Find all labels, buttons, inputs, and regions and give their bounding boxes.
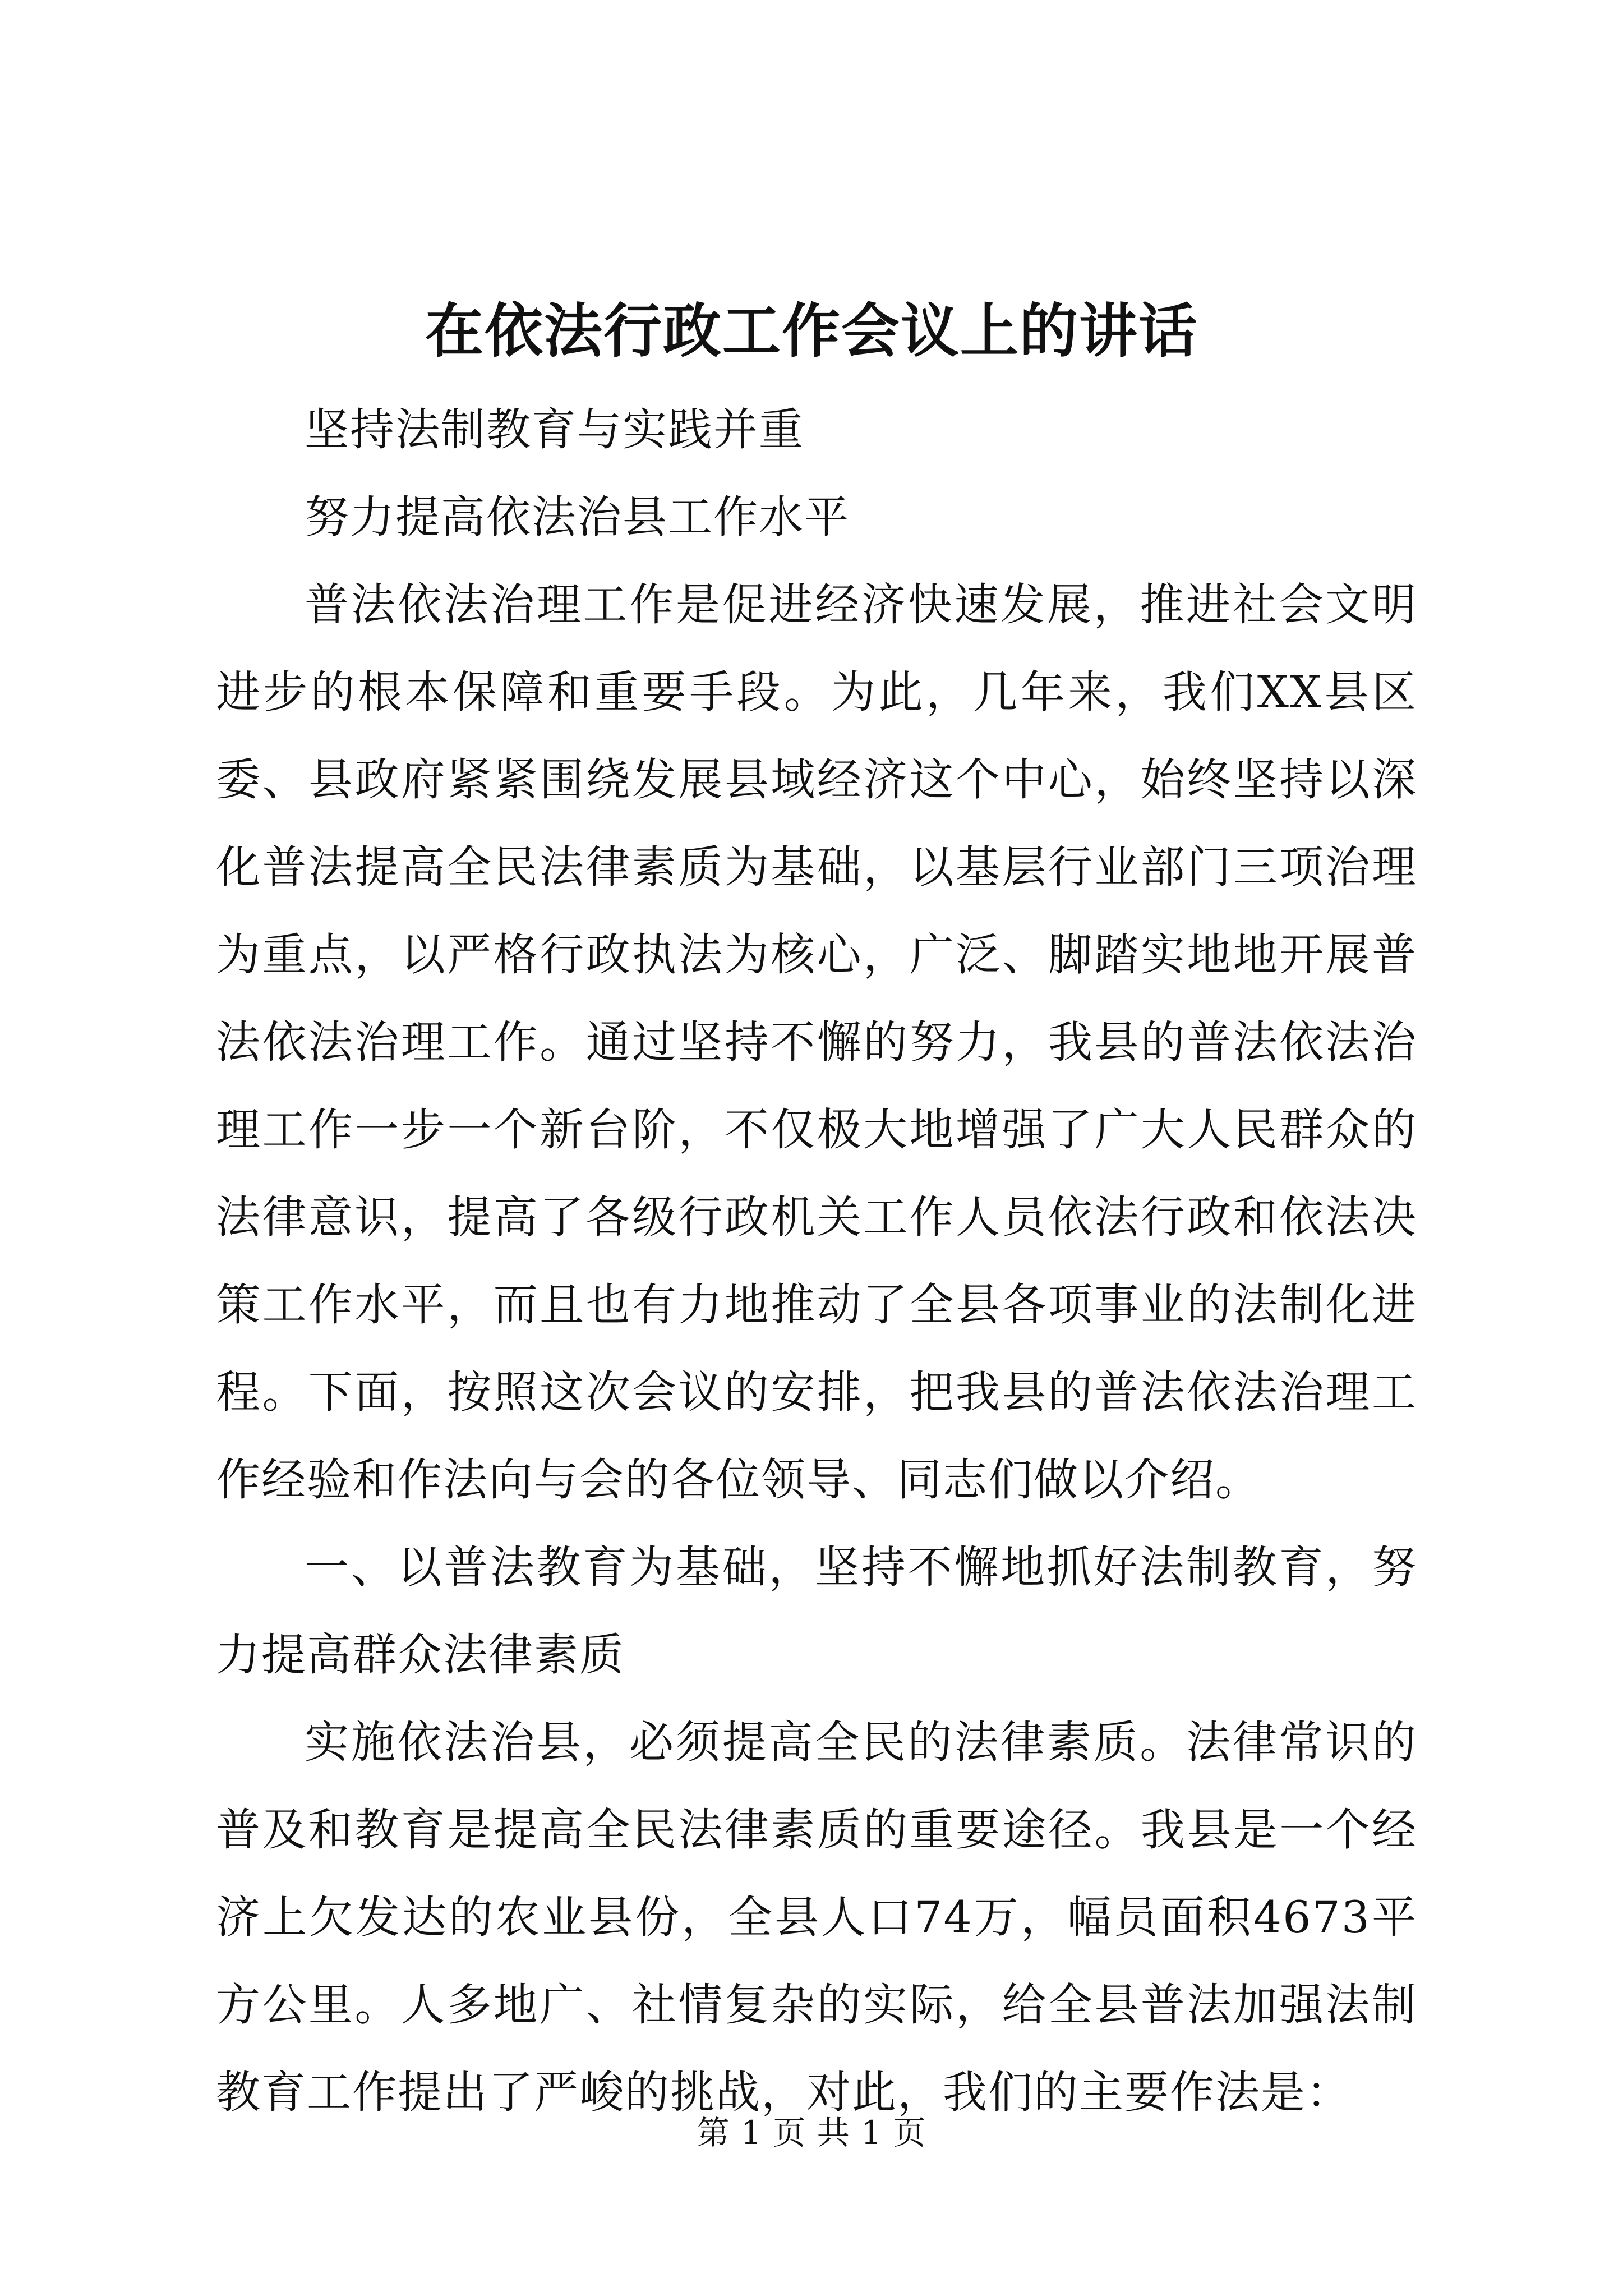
document-title: 在依法行政工作会议上的讲话 (425, 296, 1198, 365)
document-body (216, 386, 1417, 2136)
body-paragraph: 普法依法治理工作是促进经济快速发展，推进社会文明进步的根本保障和重要手段。为此，几年来，我们XX县区委、县政府紧紧围绕发展县域经济这个中心，始终坚持以深化普法提高全民法律素质为基础，以基层行业部门三项治理为重点，以严格行政执法为核心，广泛、脚踏实地地开展普法依法治理工作。通过坚持不懈的努力，我县的普法依法治理工作一步一个新台阶，不仅极大地增强了广大人民群众的法律意识，提高了各级行政机关工作人员依法行政和依法决策工作水平，而且也有力地推动了全县各项事业的法制化进程。下面，按照这次会议的安排，把我县的普法依法治理工作经验和作法向与会的各位领导、同志们做以介绍。 (216, 579, 1417, 1506)
body-paragraph: 实施依法治县，必须提高全民的法律素质。法律常识的普及和教育是提高全民法律素质的重要途径。我县是一个经济上欠发达的农业县份，全县人口74万，幅员面积4673平方公里。人多地广、社情复杂的实际，给全县普法加强法制教育工作提出了严峻的挑战，对此，我们的主要作法是： (216, 1717, 1417, 2118)
subtitle-line-1: 坚持法制教育与实践并重 (305, 404, 804, 455)
section-heading: 一、以普法教育为基础，坚持不懈地抓好法制教育，努力提高群众法律素质 (216, 1542, 1417, 1681)
subtitle-line-2: 努力提高依法治县工作水平 (305, 491, 850, 543)
page-footer: 第 1 页 共 1 页 (697, 2114, 926, 2152)
